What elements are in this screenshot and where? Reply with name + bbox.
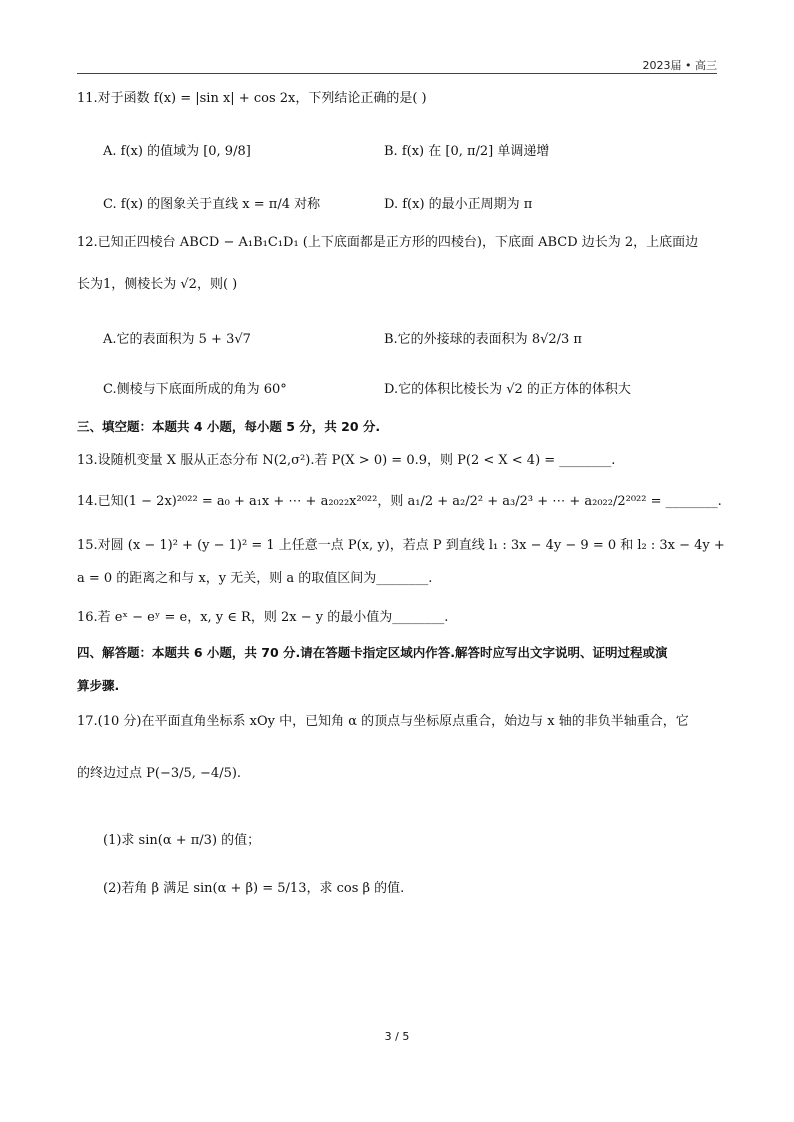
header-grade-label: 2023届 • 高三 [642, 59, 717, 72]
q14: 14.已知(1 − 2x)²⁰²² = a₀ + a₁x + ⋯ + a₂₀₂₂x²⁰²²，则 a₁/2 + a₂/2² + a₃/2³ + ⋯ + a₂₀₂₂/2²⁰²² = ________. [77, 494, 722, 509]
header-divider [77, 73, 717, 74]
q12-stem-line2: 长为1，侧棱长为 √2，则( ) [77, 277, 238, 292]
section-3-heading: 三、填空题：本题共 4 小题，每小题 5 分，共 20 分. [77, 419, 381, 434]
q11-option-a: A. f(x) 的值域为 [0, 9/8] [103, 144, 251, 159]
q12-option-d: D.它的体积比棱长为 √2 的正方体的体积大 [384, 382, 631, 397]
q13: 13.设随机变量 X 服从正态分布 N(2,σ²).若 P(X > 0) = 0.9，则 P(2 < X < 4) = ________. [77, 453, 616, 468]
q11-option-c: C. f(x) 的图象关于直线 x = π/4 对称 [103, 197, 321, 212]
q12-option-b: B.它的外接球的表面积为 8√2/3 π [384, 332, 582, 347]
q17-stem-line2: 的终边过点 P(−3/5, −4/5). [77, 766, 242, 781]
q12-stem-line1: 12.已知正四棱台 ABCD − A₁B₁C₁D₁ (上下底面都是正方形的四棱台)，下底面 ABCD 边长为 2，上底面边 [77, 235, 699, 250]
q15-line1: 15.对圆 (x − 1)² + (y − 1)² = 1 上任意一点 P(x, y)，若点 P 到直线 l₁ : 3x − 4y − 9 = 0 和 l₂ : 3x − 4y + [77, 538, 725, 553]
q11-option-d: D. f(x) 的最小正周期为 π [384, 197, 533, 212]
q12-option-c: C.侧棱与下底面所成的角为 60° [103, 382, 287, 397]
q12-option-a: A.它的表面积为 5 + 3√7 [103, 332, 251, 347]
section-4-heading-line1: 四、解答题：本题共 6 小题，共 70 分.请在答题卡指定区域内作答.解答时应写出文字说明、证明过程或演 [77, 645, 668, 660]
section-4-heading-line2: 算步骤. [77, 678, 120, 693]
q15-line2: a = 0 的距离之和与 x，y 无关，则 a 的取值区间为________. [77, 571, 433, 586]
q11-option-b: B. f(x) 在 [0, π/2] 单调递增 [384, 144, 550, 159]
q17-stem-line1: 17.(10 分)在平面直角坐标系 xOy 中，已知角 α 的顶点与坐标原点重合，始边与 x 轴的非负半轴重合，它 [77, 714, 689, 729]
page-number: 3 / 5 [384, 1030, 410, 1043]
q11-stem: 11.对于函数 f(x) = |sin x| + cos 2x，下列结论正确的是( ) [77, 91, 427, 106]
q17-part-2: (2)若角 β 满足 sin(α + β) = 5/13，求 cos β 的值. [103, 881, 405, 896]
q17-part-1: (1)求 sin(α + π/3) 的值； [103, 833, 261, 848]
q16: 16.若 eˣ − eʸ = e，x, y ∈ R，则 2x − y 的最小值为________. [77, 610, 449, 625]
